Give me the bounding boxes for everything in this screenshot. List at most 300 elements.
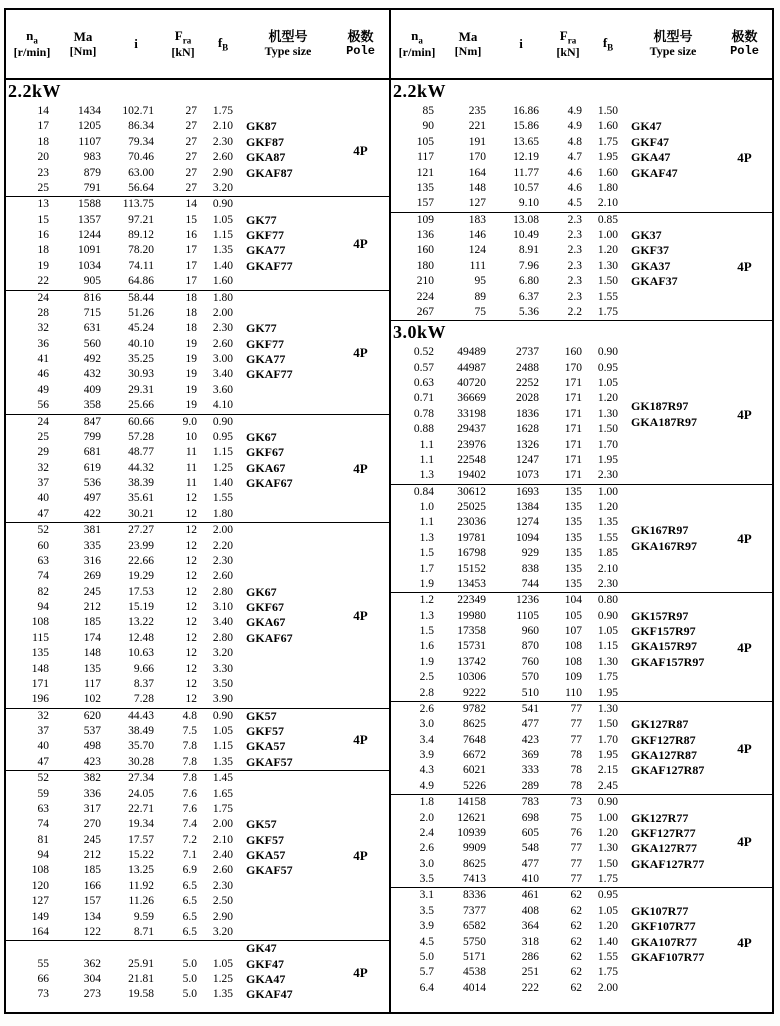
cell-ma: 12621 xyxy=(457,811,486,824)
table-group xyxy=(391,485,772,594)
cell-i: 783 xyxy=(521,796,539,809)
cell-fra: 171 xyxy=(564,407,582,420)
cell-ma: 1434 xyxy=(78,105,101,117)
cell-fra: 12 xyxy=(185,631,197,644)
cell-ma: 23976 xyxy=(457,438,486,451)
cell-fb: 1.05 xyxy=(212,725,233,737)
cell-fb: 2.10 xyxy=(597,197,618,210)
cell-fb: 2.80 xyxy=(212,631,233,644)
cell-i: 57.28 xyxy=(128,430,154,443)
cell-type: GKF57 xyxy=(246,832,284,847)
cell-ma: 7377 xyxy=(463,904,486,917)
cell-fra: 4.5 xyxy=(567,197,582,210)
cell-fb: 1.20 xyxy=(597,826,618,839)
cell-fra: 17 xyxy=(185,259,197,272)
cell-fb: 1.15 xyxy=(597,640,618,653)
cell-type xyxy=(244,787,332,802)
cell-type: GKAF57 xyxy=(246,863,293,878)
cell-ma xyxy=(58,941,108,956)
cell-fra: 18 xyxy=(185,322,197,335)
cell-fb: 0.90 xyxy=(597,796,618,809)
cell-i: 838 xyxy=(521,562,539,575)
cell-fra: 77 xyxy=(570,718,582,731)
cell-i: 5.36 xyxy=(518,305,539,318)
column-header-label: $F_{ra}$ xyxy=(174,27,192,46)
cell-i: 760 xyxy=(521,655,539,668)
cell-type: GKAF37 xyxy=(631,274,678,289)
pole-cell: 4P xyxy=(353,964,368,980)
cell-i: 51.26 xyxy=(128,306,154,319)
cell-fra: 12 xyxy=(185,585,197,598)
cell-i: 1836 xyxy=(516,407,539,420)
column-header-label: 极数 xyxy=(731,28,758,44)
cell-i: 364 xyxy=(521,920,539,933)
cell-type: GKAF57 xyxy=(246,754,293,769)
cell-i: 548 xyxy=(521,842,539,855)
pole-cell: 4P xyxy=(353,235,368,251)
cell-type xyxy=(629,305,717,320)
cell-fra: 77 xyxy=(570,842,582,855)
cell-ma: 13453 xyxy=(457,577,486,590)
cell-ma: 221 xyxy=(468,120,486,133)
cell-fb: 1.05 xyxy=(212,957,233,970)
cell-i: 70.46 xyxy=(128,151,154,164)
cell-na: 46 xyxy=(37,368,49,381)
cell-i: 19.29 xyxy=(128,570,154,583)
section-heading: 2.2kW xyxy=(8,81,62,101)
cell-ma: 304 xyxy=(83,973,101,985)
cell-fra: 12 xyxy=(185,507,197,520)
cell-fb: 0.90 xyxy=(212,198,233,211)
cell-type xyxy=(244,910,332,925)
cell-na: 120 xyxy=(31,879,49,892)
cell-na: 135 xyxy=(416,181,434,194)
cell-fb: 2.00 xyxy=(212,524,233,537)
column-header-label: $n_a$ xyxy=(26,27,38,46)
cell-ma: 8625 xyxy=(463,857,486,870)
cell-type xyxy=(244,677,332,692)
cell-fb: 1.75 xyxy=(597,305,618,318)
cell-na: 14 xyxy=(37,105,49,117)
cell-na: 117 xyxy=(417,151,434,164)
column-header-label: 机型号 xyxy=(268,28,308,44)
cell-fb: 3.30 xyxy=(212,662,233,675)
cell-fra: 4.8 xyxy=(567,135,582,148)
cell-na: 149 xyxy=(31,910,49,923)
cell-na: 164 xyxy=(31,925,49,938)
cell-fra: 62 xyxy=(570,950,582,963)
cell-fb: 1.50 xyxy=(597,423,618,436)
cell-fra: 77 xyxy=(570,873,582,885)
pole-cell: 4P xyxy=(353,731,368,747)
cell-fra: 12 xyxy=(185,492,197,505)
cell-fra: 171 xyxy=(564,469,582,482)
cell-i: 97.21 xyxy=(128,213,154,226)
cell-fra: 27 xyxy=(185,181,197,194)
cell-na: 37 xyxy=(37,725,49,737)
cell-type xyxy=(629,888,717,903)
cell-na: 2.6 xyxy=(419,842,434,855)
cell-fra: 4.6 xyxy=(567,181,582,194)
cell-fra: 17 xyxy=(185,275,197,288)
cell-i: 13.22 xyxy=(128,616,154,629)
cell-na: 136 xyxy=(416,229,434,241)
cell-i: 6.37 xyxy=(518,290,539,303)
cell-ma: 432 xyxy=(83,368,101,381)
cell-i: 44.32 xyxy=(128,461,154,474)
cell-fra: 2.3 xyxy=(567,213,582,226)
cell-i: 45.24 xyxy=(128,322,154,335)
cell-fb: 2.30 xyxy=(212,135,233,148)
table-header xyxy=(6,10,772,80)
cell-ma: 422 xyxy=(83,507,101,520)
cell-i: 408 xyxy=(521,904,539,917)
cell-ma: 19980 xyxy=(457,609,486,622)
cell-i: 30.93 xyxy=(128,368,154,381)
column-header-na xyxy=(399,29,436,60)
column-header-label: 极数 xyxy=(347,28,374,44)
cell-ma: 715 xyxy=(83,306,101,319)
cell-fra: 9.0 xyxy=(182,415,197,428)
cell-na: 105 xyxy=(416,135,434,148)
cell-na: 29 xyxy=(37,446,49,459)
cell-fra: 160 xyxy=(564,346,582,359)
cell-fb: 0.90 xyxy=(212,415,233,428)
cell-type: GKA57 xyxy=(246,848,286,862)
cell-ma: 1588 xyxy=(78,198,101,211)
cell-na: 20 xyxy=(37,151,49,164)
cell-ma: 19781 xyxy=(457,531,486,544)
cell-fra: 4.9 xyxy=(567,105,582,117)
cell-ma: 185 xyxy=(83,616,101,629)
cell-ma: 148 xyxy=(83,647,101,660)
cell-type xyxy=(244,692,332,707)
column-header-ma xyxy=(70,30,97,59)
cell-fb: 3.60 xyxy=(212,383,233,396)
cell-fb: 1.20 xyxy=(597,392,618,405)
cell-ma: 245 xyxy=(83,833,101,846)
cell-na: 32 xyxy=(37,322,49,335)
cell-type xyxy=(244,181,332,196)
cell-fra: 6.5 xyxy=(182,925,197,938)
cell-na: 0.78 xyxy=(413,407,434,420)
cell-i: 86.34 xyxy=(128,120,154,133)
cell-fb: 2.00 xyxy=(212,306,233,319)
cell-fra: 12 xyxy=(185,570,197,583)
cell-fb: 1.75 xyxy=(597,873,618,885)
cell-ma: 212 xyxy=(83,601,101,613)
cell-fb: 3.20 xyxy=(212,181,233,194)
cell-fra: 7.8 xyxy=(182,755,197,768)
type-size-label: GKA167R97 xyxy=(631,539,697,554)
cell-type: GK127R77 xyxy=(631,810,689,825)
cell-fra: 135 xyxy=(564,485,582,498)
catalog-table-page xyxy=(4,8,774,1014)
cell-type xyxy=(629,686,717,701)
cell-fb: 3.10 xyxy=(212,601,233,613)
cell-na: 3.5 xyxy=(419,904,434,917)
cell-i: 10.57 xyxy=(513,181,539,194)
cell-fra: 27 xyxy=(185,105,197,117)
cell-i: 113.75 xyxy=(122,198,154,211)
cell-ma: 382 xyxy=(83,772,101,785)
cell-na: 25 xyxy=(37,181,49,194)
cell-fra: 27 xyxy=(185,166,197,179)
cell-fb: 1.40 xyxy=(212,477,233,489)
cell-type: GKAF77 xyxy=(246,258,293,273)
cell-na: 0.71 xyxy=(413,392,434,405)
cell-fra: 11 xyxy=(185,446,197,459)
cell-ma: 497 xyxy=(83,492,101,505)
cell-ma: 14158 xyxy=(457,796,486,809)
cell-i: 102.71 xyxy=(122,105,154,117)
cell-fra: 73 xyxy=(570,796,582,809)
cell-fra: 12 xyxy=(185,693,197,706)
column-header-fra xyxy=(556,29,579,60)
cell-type xyxy=(629,196,717,211)
cell-fb: 2.10 xyxy=(597,562,618,575)
cell-fra: 12 xyxy=(185,616,197,629)
section-heading: 3.0kW xyxy=(393,322,447,343)
cell-type: GKA127R87 xyxy=(631,748,697,762)
cell-fb: 1.05 xyxy=(597,377,618,389)
cell-fra: 17 xyxy=(185,244,197,257)
cell-i: 477 xyxy=(521,718,539,731)
cell-ma: 174 xyxy=(83,631,101,644)
column-header-label: $f_B$ xyxy=(217,34,229,53)
cell-fb: 2.90 xyxy=(212,166,233,179)
cell-ma: 362 xyxy=(83,957,101,970)
cell-fb: 2.80 xyxy=(212,585,233,598)
cell-fb: 3.20 xyxy=(212,647,233,660)
cell-ma: 13742 xyxy=(457,655,486,668)
cell-i: 25.91 xyxy=(128,957,154,970)
cell-ma: 245 xyxy=(83,585,101,598)
cell-ma: 4014 xyxy=(463,981,486,994)
cell-na: 74 xyxy=(37,570,49,583)
cell-ma: 8625 xyxy=(463,718,486,731)
cell-fra: 62 xyxy=(570,920,582,933)
cell-ma: 117 xyxy=(84,677,101,690)
cell-type: GKF67 xyxy=(246,600,284,614)
cell-i: 78.20 xyxy=(128,244,154,257)
table-group xyxy=(6,197,389,290)
cell-fb: 3.50 xyxy=(212,677,233,690)
cell-type: GKF107R77 xyxy=(631,919,696,934)
cell-fra: 171 xyxy=(564,453,582,466)
cell-ma: 905 xyxy=(83,275,101,288)
cell-type xyxy=(629,981,717,996)
cell-type xyxy=(244,879,332,894)
cell-fra: 108 xyxy=(564,640,582,653)
cell-type: GKF57 xyxy=(246,724,284,738)
cell-fra: 78 xyxy=(570,779,582,792)
cell-ma: 183 xyxy=(468,213,486,226)
column-header-ma xyxy=(455,30,482,59)
cell-ma: 269 xyxy=(83,570,101,583)
cell-ma: 7413 xyxy=(463,873,486,885)
cell-i: 44.43 xyxy=(128,709,154,722)
cell-i: 15.86 xyxy=(513,120,539,133)
cell-type: GKA77 xyxy=(246,352,286,366)
cell-type: GKAF67 xyxy=(246,630,293,645)
cell-na: 1.3 xyxy=(419,531,434,544)
cell-na: 1.8 xyxy=(419,796,434,809)
cell-i: 541 xyxy=(521,702,539,715)
cell-fra: 2.3 xyxy=(567,244,582,257)
cell-i: 13.65 xyxy=(513,135,539,148)
cell-type: GKA107R77 xyxy=(631,934,697,949)
cell-ma: 212 xyxy=(83,849,101,861)
cell-type xyxy=(629,213,717,228)
cell-type: GKAF87 xyxy=(246,165,293,180)
cell-fb: 1.15 xyxy=(212,740,233,753)
column-header-type xyxy=(265,30,312,59)
cell-na: 210 xyxy=(416,275,434,288)
cell-fb: 1.35 xyxy=(212,755,233,768)
cell-fra: 2.3 xyxy=(567,290,582,303)
cell-i: 15.19 xyxy=(128,601,154,613)
cell-ma: 847 xyxy=(83,415,101,428)
cell-type xyxy=(629,795,717,810)
cell-ma: 127 xyxy=(468,197,486,210)
cell-i: 16.86 xyxy=(513,105,539,117)
cell-i: 64.86 xyxy=(128,275,154,288)
cell-na: 135 xyxy=(31,647,49,660)
cell-ma: 1244 xyxy=(78,229,101,241)
cell-ma: 111 xyxy=(469,259,486,272)
cell-type: GKF37 xyxy=(631,243,669,258)
cell-na: 40 xyxy=(37,492,49,505)
column-header-unit: Pole xyxy=(346,43,375,58)
cell-fb: 1.70 xyxy=(597,438,618,451)
cell-i: 333 xyxy=(521,764,539,777)
cell-fb: 1.50 xyxy=(597,105,618,117)
cell-type: GK67 xyxy=(246,584,277,599)
cell-fb: 0.95 xyxy=(212,430,233,443)
cell-ma: 816 xyxy=(83,291,101,304)
cell-i: 7.96 xyxy=(518,259,539,272)
cell-fra: 12 xyxy=(185,647,197,660)
pole-cell: 4P xyxy=(737,639,752,655)
cell-i: 570 xyxy=(521,671,539,684)
cell-fra: 18 xyxy=(185,291,197,304)
type-size-label: GK167R97 xyxy=(631,523,689,538)
cell-ma: 799 xyxy=(83,430,101,443)
cell-ma: 185 xyxy=(83,864,101,877)
cell-ma: 170 xyxy=(468,151,486,164)
cell-ma: 102 xyxy=(83,693,101,706)
column-header-unit: [Nm] xyxy=(69,43,97,58)
cell-ma: 25025 xyxy=(457,501,486,513)
table-group xyxy=(391,702,772,795)
cell-i: 2488 xyxy=(516,361,539,374)
column-header-unit: Pole xyxy=(730,43,759,58)
cell-type: GKA47 xyxy=(246,972,286,986)
table-header-left xyxy=(6,10,389,78)
cell-fra: 2.3 xyxy=(567,275,582,288)
cell-i: 698 xyxy=(521,811,539,824)
cell-na: 0.84 xyxy=(413,485,434,498)
cell-i: 1693 xyxy=(516,485,539,498)
cell-fb: 1.25 xyxy=(212,461,233,474)
column-header-pole xyxy=(346,30,375,59)
cell-ma: 135 xyxy=(83,662,101,675)
cell-type xyxy=(244,383,332,398)
cell-fb: 1.75 xyxy=(597,671,618,684)
cell-ma: 336 xyxy=(83,787,101,800)
cell-na: 1.1 xyxy=(419,516,434,529)
cell-i: 286 xyxy=(521,950,539,963)
cell-fb: 1.50 xyxy=(597,857,618,870)
cell-ma: 44987 xyxy=(457,361,486,374)
cell-i: 10.49 xyxy=(513,229,539,241)
cell-fb: 1.80 xyxy=(212,507,233,520)
cell-ma: 631 xyxy=(83,322,101,335)
cell-ma: 5750 xyxy=(463,935,486,948)
cell-fb: 1.05 xyxy=(597,625,618,637)
column-header-label: 机型号 xyxy=(653,28,693,44)
cell-na: 1.3 xyxy=(419,609,434,622)
cell-na: 73 xyxy=(37,988,49,1001)
cell-fb: 1.75 xyxy=(212,105,233,117)
cell-na: 63 xyxy=(37,802,49,815)
cell-fra: 77 xyxy=(570,857,582,870)
cell-fra: 7.4 xyxy=(182,818,197,831)
cell-i: 8.91 xyxy=(518,244,539,257)
cell-na: 108 xyxy=(31,616,49,629)
cell-fra: 5.0 xyxy=(182,988,197,1001)
cell-type xyxy=(244,507,332,522)
cell-fra: 135 xyxy=(564,577,582,590)
cell-type: GKF47 xyxy=(631,134,669,149)
cell-ma: 1034 xyxy=(78,259,101,272)
cell-na: 0.88 xyxy=(413,423,434,436)
cell-type xyxy=(629,104,717,119)
cell-fra: 12 xyxy=(185,539,197,552)
cell-type xyxy=(629,872,717,887)
cell-fra: 27 xyxy=(185,120,197,133)
cell-na: 47 xyxy=(37,507,49,520)
cell-ma: 29437 xyxy=(457,423,486,436)
cell-na: 115 xyxy=(32,631,49,644)
cell-type xyxy=(244,569,332,584)
cell-i: 2737 xyxy=(516,346,539,359)
cell-ma: 1357 xyxy=(78,213,101,226)
cell-i: 13.08 xyxy=(513,213,539,226)
cell-i: 8.71 xyxy=(133,925,154,938)
table-group xyxy=(391,888,772,996)
table-group xyxy=(6,709,389,772)
cell-na: 0.52 xyxy=(413,346,434,359)
cell-na: 17 xyxy=(37,120,49,133)
cell-fra: 10 xyxy=(185,430,197,443)
column-header-unit: [r/min] xyxy=(398,44,436,59)
cell-fb: 1.15 xyxy=(212,229,233,241)
cell-fb: 2.60 xyxy=(212,570,233,583)
cell-na: 0.57 xyxy=(413,361,434,374)
table-group xyxy=(6,771,389,941)
cell-fra: 18 xyxy=(185,306,197,319)
cell-na: 1.3 xyxy=(419,469,434,482)
cell-na: 121 xyxy=(416,166,434,179)
cell-fb: 1.60 xyxy=(597,120,618,133)
cell-fb: 1.85 xyxy=(597,547,618,560)
cell-ma: 75 xyxy=(474,305,486,318)
cell-ma: 10939 xyxy=(457,826,486,839)
cell-type: GK57 xyxy=(246,708,277,723)
cell-ma: 148 xyxy=(468,181,486,194)
